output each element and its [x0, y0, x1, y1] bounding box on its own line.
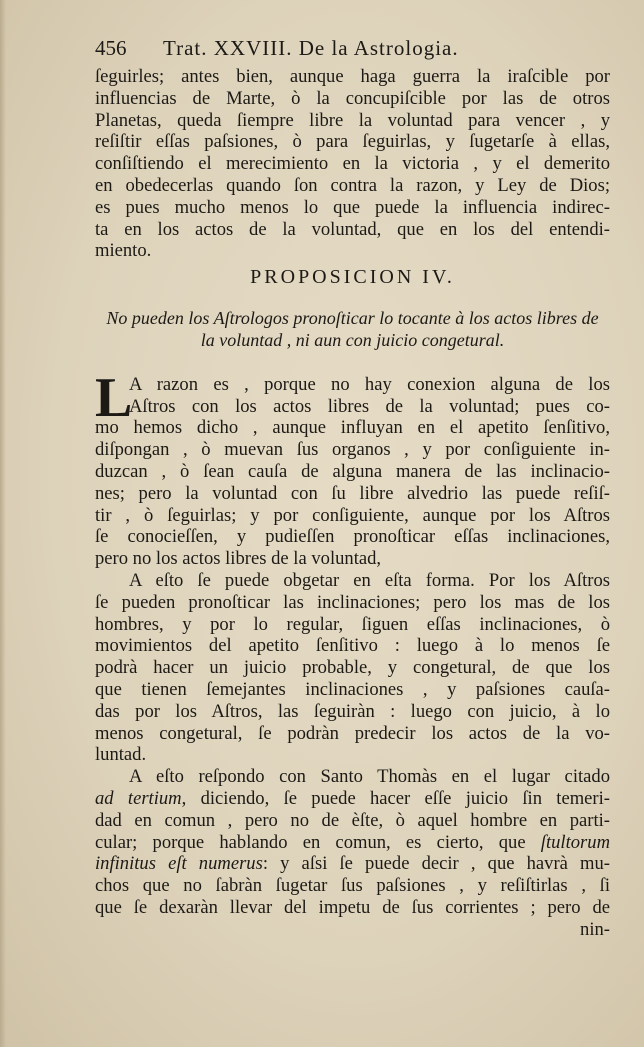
text-line: pero no los actos libres de la voluntad,	[95, 548, 382, 570]
text-line: en obedecerlas quando ſon contra la razon, y Ley de Dios;	[95, 174, 610, 196]
text-line: A razon es , porque no hay conexion alguna de los	[129, 373, 610, 395]
text-line: Aſtros con los actos libres de la voluntad; pues co-	[129, 395, 610, 417]
text-line: menos congetural, ſe podràn predecir los actos de la vo-	[95, 722, 610, 744]
text-line: miento.	[95, 240, 152, 262]
text-line: que ſe dexaràn llevar del impetu de ſus corrientes ; pero de	[95, 896, 610, 918]
text-line: chos que no ſabràn ſugetar ſus paſsiones , y reſiſtirlas , ſi	[95, 875, 610, 897]
text-line: ſe conocieſſen, y pudieſſen pronoſticar eſſas inclinaciones,	[95, 526, 610, 548]
text-line: hombres, y por lo regular, ſiguen eſſas inclinaciones, ò	[95, 613, 610, 635]
text-line: ſeguirles; antes bien, aunque haga guerra la iraſcible por	[95, 66, 610, 87]
text-line: tir , ò ſeguirlas; y por conſiguiente, aunque por los Aſtros	[95, 504, 610, 526]
subtitle-line: la voluntad , ni aun con juicio congetural.	[200, 329, 505, 350]
text-line: que tienen ſemejantes inclinaciones , y paſsiones cauſa-	[95, 678, 610, 700]
text-line: luntad.	[95, 744, 147, 766]
latin-phrase: ad tertium	[95, 787, 182, 809]
text-line: diſpongan , ò muevan ſus organos , y por conſiguiente in-	[95, 439, 610, 461]
text-line: podrà hacer un juicio probable, y congetural, de que los	[95, 657, 610, 679]
catchword: nin-	[580, 918, 610, 940]
text-line	[95, 788, 610, 810]
paragraph-continued	[95, 66, 610, 262]
text-span: : y aſsi ſe puede decir , que havrà mu-	[262, 853, 610, 875]
text-line: das por los Aſtros, las ſeguiràn : luego con juicio, à lo	[95, 700, 610, 722]
subtitle-line: No pueden los Aſtrologos pronoſticar lo tocante à los actos libres de	[106, 308, 599, 329]
paragraph-response	[95, 766, 610, 919]
page-number: 456	[95, 36, 127, 60]
text-line	[95, 832, 610, 854]
running-head	[95, 38, 610, 66]
paragraph-objection	[95, 570, 610, 766]
text-line: ta en los actos de la voluntad, que en los del entendi-	[95, 218, 610, 240]
text-line: A eſto ſe puede obgetar en eſta forma. Por los Aſtros	[129, 569, 610, 591]
latin-phrase: ſtultorum	[540, 831, 610, 853]
page-edge-shadow	[0, 0, 6, 1047]
text-block	[95, 38, 610, 940]
text-line: movimientos del apetito ſenſitivo : luego à lo menos ſe	[95, 635, 610, 657]
text-line: influencias de Marte, ò la concupiſcible por las de otros	[95, 87, 610, 109]
text-line: mo hemos dicho , aunque influyan en el apetito ſenſitivo,	[95, 417, 610, 439]
text-line: dad en comun , pero no de èſte, ò aquel hombre en parti-	[95, 809, 610, 831]
text-span: , diciendo, ſe puede hacer eſſe juicio ſin temeri-	[181, 787, 610, 809]
drop-cap: L	[95, 367, 133, 429]
text-line: ſe pueden pronoſticar las inclinaciones; pero los mas de los	[95, 591, 610, 613]
text-line: conſiſtiendo el merecimiento en la victoria , y el demerito	[95, 153, 610, 175]
text-span: cular; porque hablando en comun, es cierto, que	[95, 831, 541, 853]
text-line: A eſto reſpondo con Santo Thomàs en el lugar citado	[129, 766, 610, 788]
text-line: nes; pero la voluntad con ſu libre alvedrio las puede reſiſ-	[95, 482, 610, 504]
text-line: Planetas, queda ſiempre libre la voluntad para vencer , y	[95, 109, 610, 131]
running-title: Trat. XXVIII. De la Astrologia.	[163, 36, 459, 60]
paragraph-reason	[95, 367, 610, 570]
text-line: reſiſtir eſſas paſsiones, ò para ſeguirlas, y ſugetarſe à ellas,	[95, 131, 610, 153]
text-line: es pues mucho menos lo que puede la influencia indirec-	[95, 196, 610, 218]
text-line: duzcan , ò ſean cauſa de alguna manera de las inclinacio-	[95, 460, 610, 482]
proposition-subtitle	[95, 308, 610, 352]
text-line	[95, 853, 610, 875]
proposition-title: PROPOSICION IV.	[250, 266, 455, 289]
latin-phrase: infinitus eſt numerus	[95, 853, 263, 875]
